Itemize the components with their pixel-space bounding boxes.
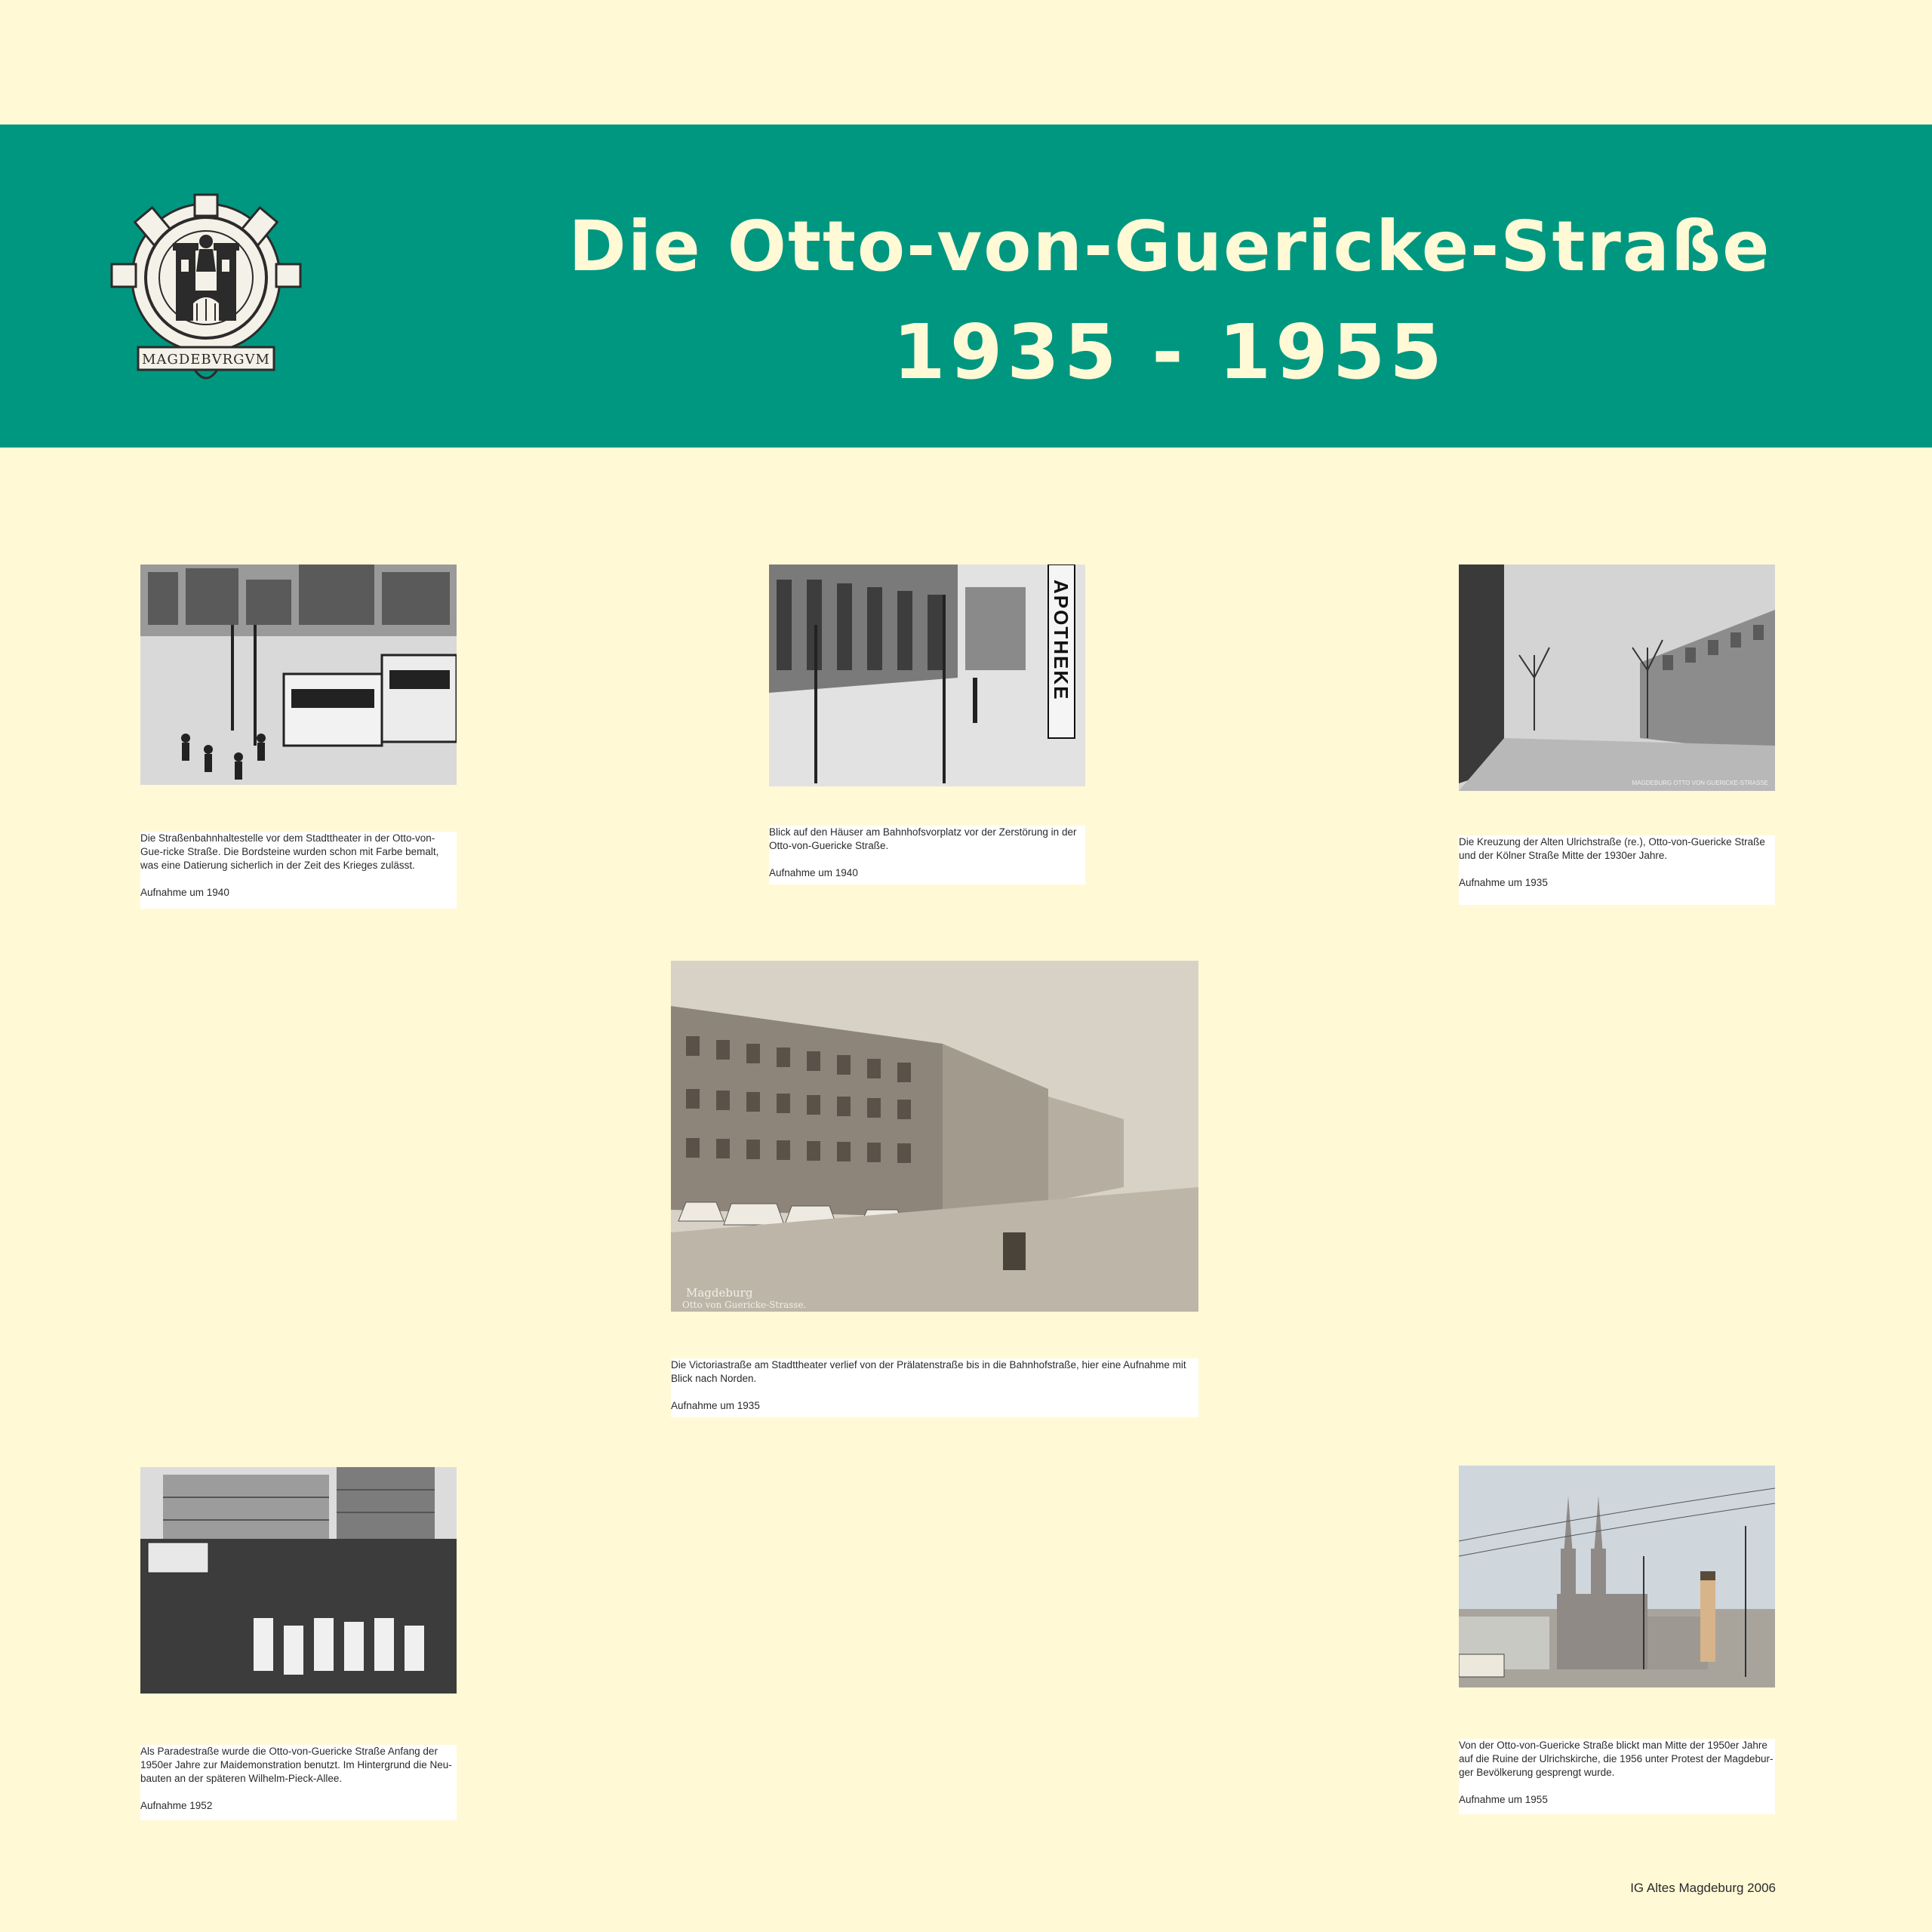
photo-bahnhofsvorplatz [769, 565, 1085, 786]
page-title: Die Otto-von-Guericke-Straße [568, 206, 1771, 287]
photo-kreuzung [1459, 565, 1775, 791]
caption-date: Aufnahme um 1940 [769, 867, 858, 878]
caption-date: Aufnahme um 1935 [1459, 877, 1548, 888]
caption-photo-4 [671, 1358, 1198, 1417]
caption-date: Aufnahme um 1935 [671, 1400, 760, 1411]
caption-date: Aufnahme 1952 [140, 1800, 213, 1811]
page-subtitle-years: 1935 - 1955 [893, 308, 1447, 396]
caption-text: Blick auf den Häuser am Bahnhofsvorplatz vor der Zerstörung in der Otto-von-Guericke Straße. [769, 826, 1077, 851]
photo-may-parade [140, 1467, 457, 1694]
caption-date: Aufnahme um 1955 [1459, 1794, 1548, 1805]
caption-text: Die Victoriastraße am Stadttheater verlief von der Prälatenstraße bis in die Bahnhofstraße, hier eine Aufnahme mit Blick nach Norden. [671, 1359, 1186, 1384]
caption-text: Von der Otto-von-Guericke Straße blickt man Mitte der 1950er Jahre auf die Ruine der Ulrichskirche, die 1956 unter Protest der Magdebur-ger Bevölkerung gesprengt wurde. [1459, 1740, 1774, 1778]
footer-credit: IG Altes Magdeburg 2006 [1630, 1881, 1776, 1895]
caption-text: Als Paradestraße wurde die Otto-von-Guericke Straße Anfang der 1950er Jahre zur Maidemonstration benutzt. Im Hintergrund die Neu-bauten an der späteren Wilhelm-Pieck-Allee. [140, 1746, 452, 1784]
caption-photo-3 [1459, 835, 1775, 905]
caption-photo-2 [769, 826, 1085, 884]
caption-photo-5 [140, 1745, 457, 1820]
caption-photo-1 [140, 832, 457, 909]
caption-text: Die Kreuzung der Alten Ulrichstraße (re.), Otto-von-Guericke Straße und der Kölner Straße Mitte der 1930er Jahre. [1459, 836, 1765, 861]
photo-ulrichskirche [1459, 1466, 1775, 1687]
photo-label-street: Otto von Guericke-Strasse. [682, 1300, 807, 1310]
photo-tram-stop [140, 565, 457, 785]
photo-label-city: Magdeburg [686, 1286, 753, 1300]
city-crest-logo [97, 189, 315, 385]
caption-photo-6 [1459, 1739, 1775, 1814]
photo-label: MAGDEBURG OTTO VON GUERICKE-STRASSE [1632, 780, 1768, 786]
caption-text: Die Straßenbahnhaltestelle vor dem Stadttheater in der Otto-von-Gue-ricke Straße. Die Bordsteine wurden schon mit Farbe bemalt, was eine Datierung sicherlich in der Zeit des Krieges zulässt. [140, 832, 439, 871]
photo-victoriastrasse [671, 961, 1198, 1312]
apotheke-sign: APOTHEKE [1050, 580, 1072, 701]
caption-date: Aufnahme um 1940 [140, 887, 229, 898]
crest-city-name: MAGDEBVRGVM [142, 352, 270, 368]
